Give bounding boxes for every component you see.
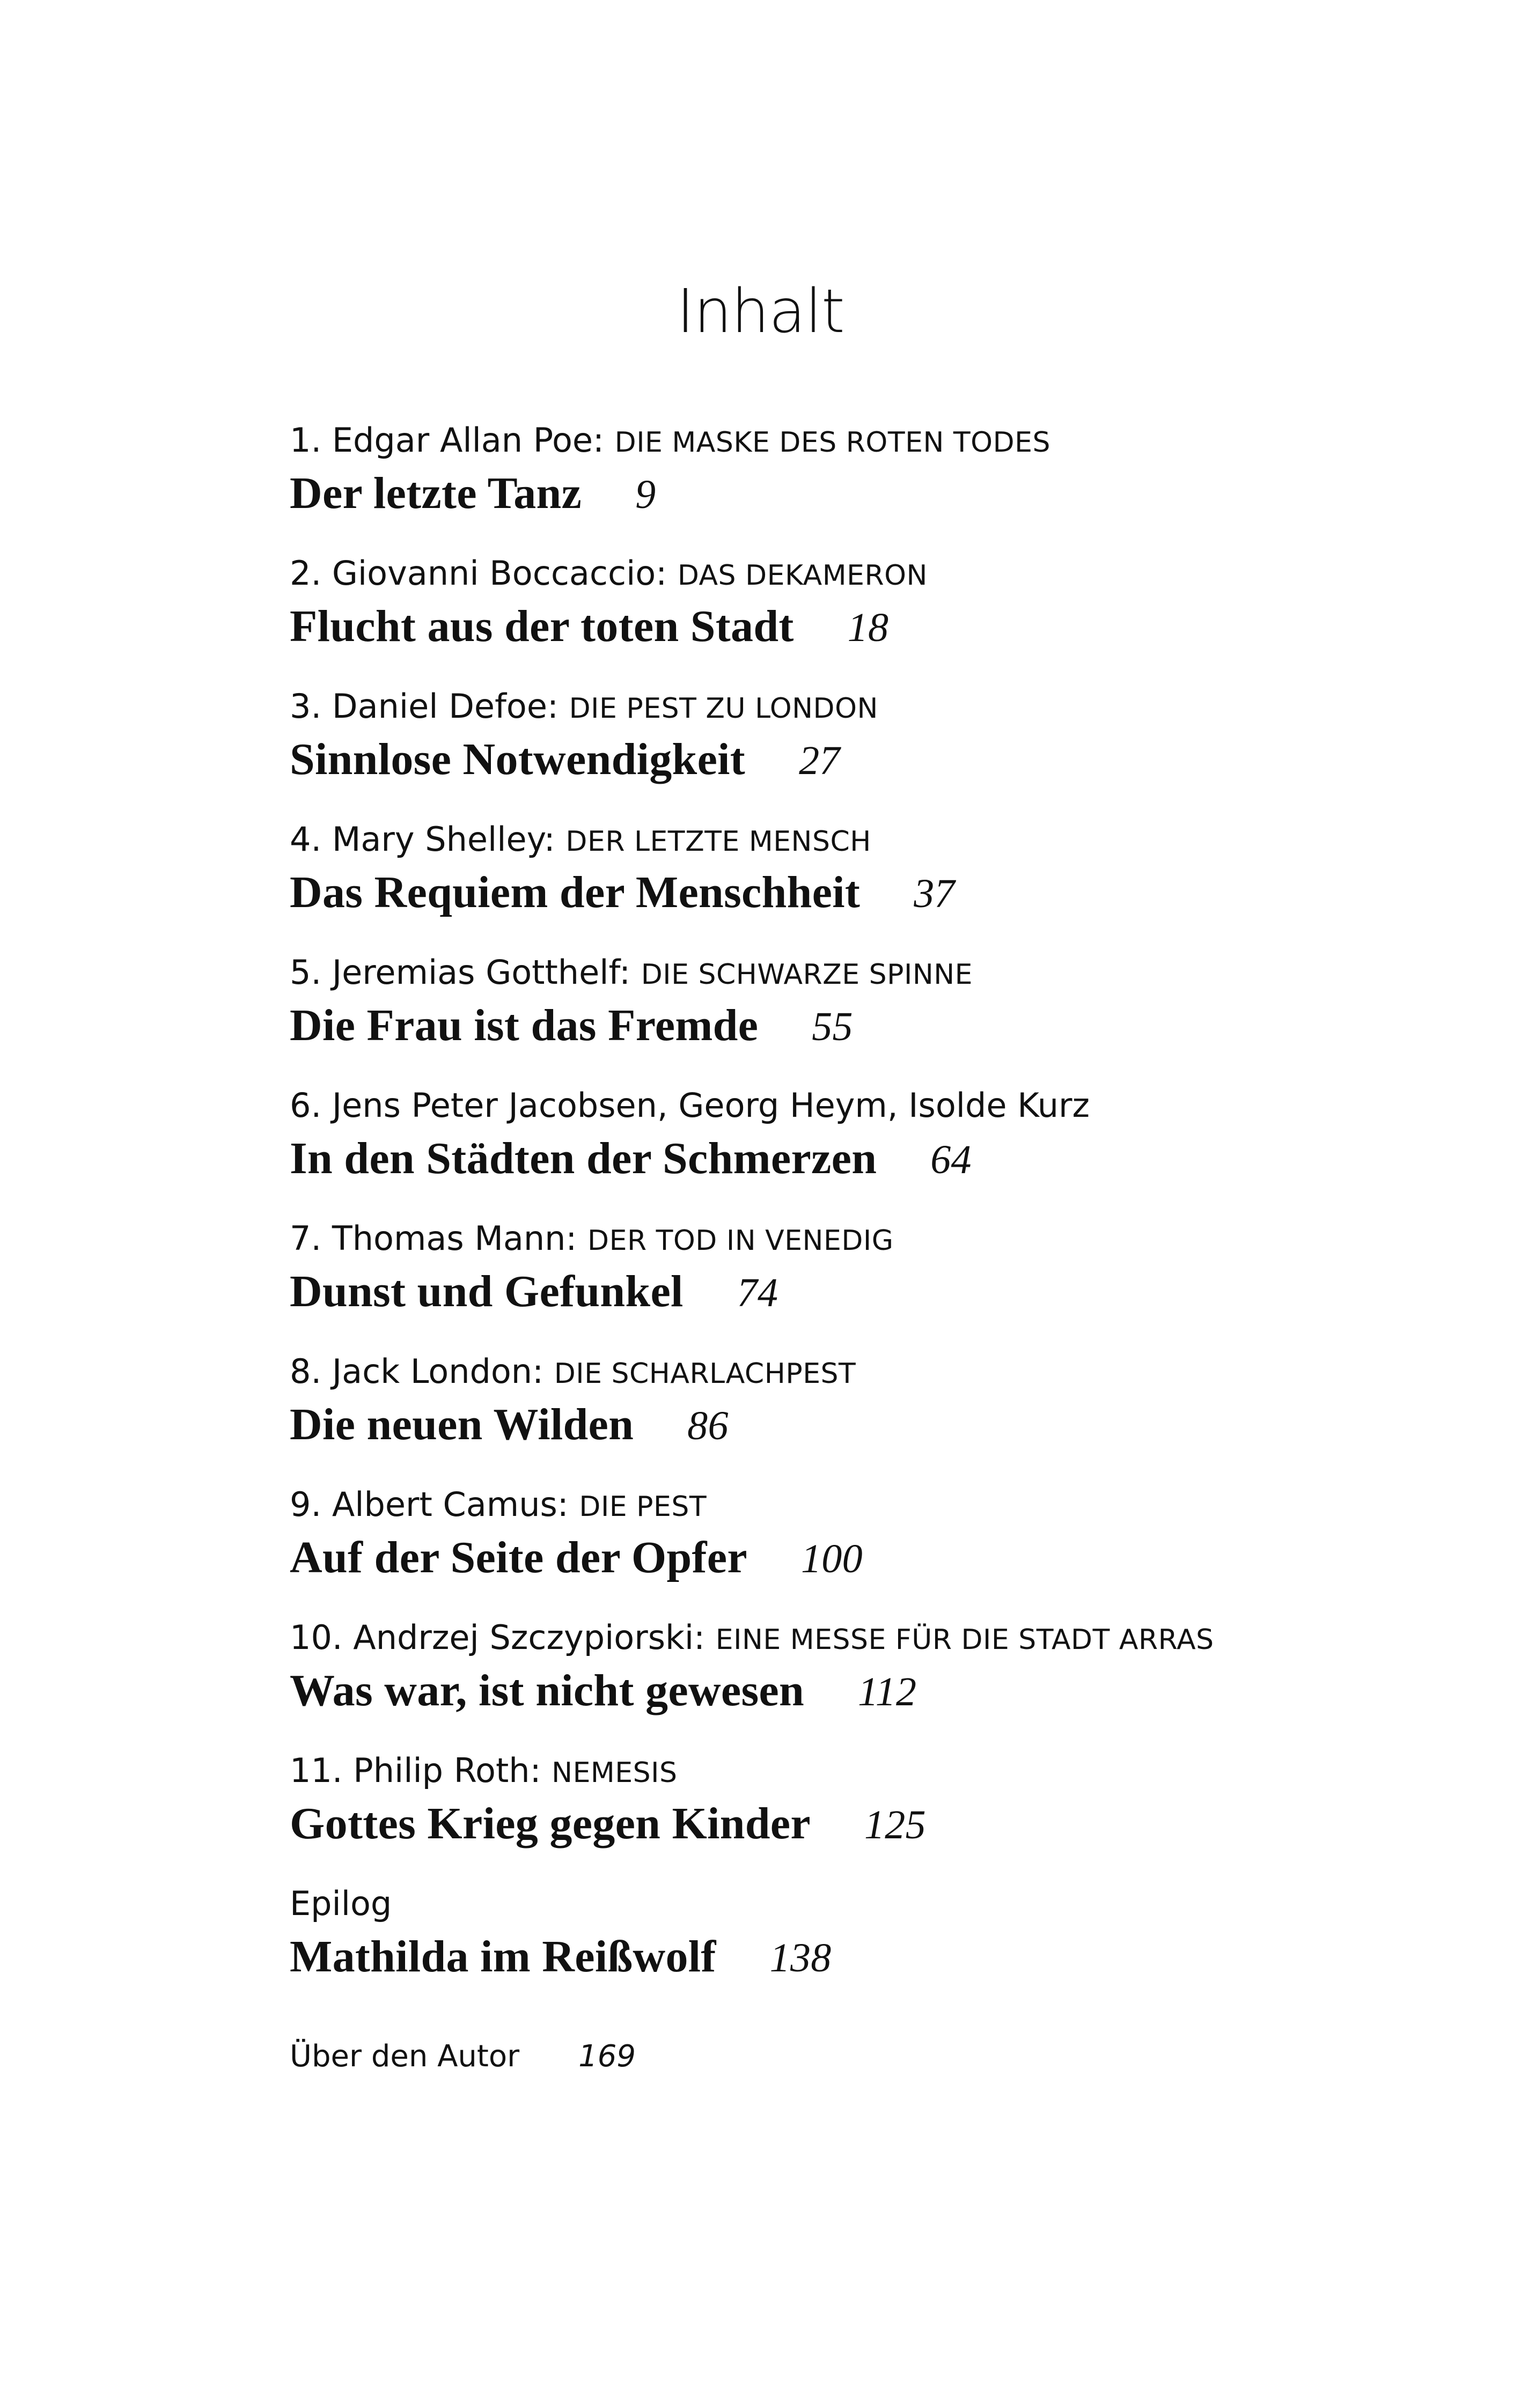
entry-source: [290, 1086, 1470, 1136]
entry-work: DIE PEST: [579, 1491, 707, 1523]
entry-chapter: [290, 1799, 1470, 1849]
toc-entry: [290, 1352, 1470, 1488]
toc-entry: [290, 1219, 1470, 1355]
entry-author: 2. Giovanni Boccaccio:: [290, 554, 667, 593]
entry-work: DIE SCHWARZE SPINNE: [641, 959, 973, 991]
entry-work: DAS DEKAMERON: [677, 559, 928, 592]
entry-chapter: [290, 601, 1470, 651]
entry-source: [290, 820, 1470, 870]
page-number: 18: [847, 605, 889, 650]
page-number: 37: [914, 871, 955, 916]
entry-author: 10. Andrzej Szczypiorski:: [290, 1618, 706, 1657]
entry-source: [290, 1219, 1470, 1269]
entry-source: [290, 554, 1470, 604]
entry-author: 5. Jeremias Gotthelf:: [290, 953, 630, 992]
toc-entry: [290, 953, 1470, 1089]
entry-work: DER LETZTE MENSCH: [565, 826, 871, 858]
page-number: 55: [812, 1004, 853, 1049]
chapter-title: Was war, ist nicht gewesen: [290, 1666, 805, 1715]
entry-source: [290, 1751, 1470, 1801]
chapter-title: Gottes Krieg gegen Kinder: [290, 1799, 811, 1849]
page-number: 9: [635, 472, 656, 517]
entry-author: 8. Jack London:: [290, 1352, 543, 1391]
entry-work: DIE SCHARLACHPEST: [554, 1358, 856, 1390]
chapter-title: Der letzte Tanz: [290, 468, 582, 518]
entry-chapter: [290, 1932, 1470, 1982]
entry-author: 9. Albert Camus:: [290, 1485, 569, 1524]
entry-work: DIE PEST ZU LONDON: [569, 693, 878, 725]
chapter-title: Flucht aus der toten Stadt: [290, 601, 794, 651]
entry-source: [290, 953, 1470, 1003]
page-number: 138: [769, 1935, 832, 1980]
chapter-title: In den Städten der Schmerzen: [290, 1133, 877, 1183]
entry-author: 1. Edgar Allan Poe:: [290, 421, 604, 460]
entry-source: [290, 1618, 1470, 1668]
entry-author: Epilog: [290, 1884, 392, 1923]
chapter-title: Die neuen Wilden: [290, 1400, 634, 1449]
page-number: 112: [858, 1669, 917, 1714]
entry-author: 3. Daniel Defoe:: [290, 687, 559, 726]
entry-source: [290, 1485, 1470, 1535]
page-number: 125: [864, 1802, 926, 1847]
entry-source: [290, 1884, 1470, 1934]
entry-source: [290, 687, 1470, 737]
entry-chapter: [290, 1668, 1470, 1713]
page-number: 169: [578, 2039, 636, 2074]
entry-work: NEMESIS: [552, 1757, 678, 1789]
toc-entry: [290, 1485, 1470, 1621]
entry-chapter: [290, 734, 1470, 784]
page-number: 74: [737, 1270, 778, 1315]
toc-entry: [290, 1884, 1470, 2020]
page-number: 64: [930, 1137, 972, 1182]
page-number: 86: [687, 1403, 729, 1448]
chapter-title: Sinnlose Notwendigkeit: [290, 734, 746, 784]
entry-work: DIE MASKE DES ROTEN TODES: [614, 426, 1051, 459]
entry-source: [290, 1352, 1470, 1402]
entry-chapter: [290, 1402, 1470, 1447]
toc-entry: [290, 687, 1470, 823]
about-author-entry: [290, 2039, 1470, 2074]
chapter-title: Das Requiem der Menschheit: [290, 867, 861, 917]
entry-chapter: [290, 1266, 1470, 1316]
toc-entry: [290, 1086, 1470, 1222]
page-number: 27: [799, 738, 840, 783]
entry-chapter: [290, 1000, 1470, 1050]
about-label: Über den Autor: [290, 2039, 520, 2074]
entry-author: 6. Jens Peter Jacobsen, Georg Heym, Isolde Kurz: [290, 1086, 1090, 1125]
entry-chapter: [290, 1535, 1470, 1580]
chapter-title: Mathilda im Reißwolf: [290, 1932, 716, 1982]
toc-entry: [290, 820, 1470, 956]
chapter-title: Die Frau ist das Fremde: [290, 1000, 759, 1050]
page-title: Inhalt: [677, 277, 844, 347]
entry-source: [290, 421, 1470, 471]
table-of-contents: [290, 421, 1470, 2074]
entry-chapter: [290, 468, 1470, 518]
entry-chapter: [290, 867, 1470, 917]
entry-author: 11. Philip Roth:: [290, 1751, 541, 1790]
entry-author: 7. Thomas Mann:: [290, 1219, 577, 1258]
chapter-title: Auf der Seite der Opfer: [290, 1533, 747, 1582]
toc-entry: [290, 1618, 1470, 1754]
entry-author: 4. Mary Shelley:: [290, 820, 555, 859]
entry-work: EINE MESSE FÜR DIE STADT ARRAS: [715, 1624, 1214, 1656]
page-number: 100: [800, 1536, 863, 1581]
entry-work: DER TOD IN VENEDIG: [587, 1225, 894, 1257]
toc-entry: [290, 554, 1470, 690]
toc-entry: [290, 1751, 1470, 1887]
entry-chapter: [290, 1133, 1470, 1183]
toc-entry: [290, 421, 1470, 557]
chapter-title: Dunst und Gefunkel: [290, 1266, 684, 1316]
